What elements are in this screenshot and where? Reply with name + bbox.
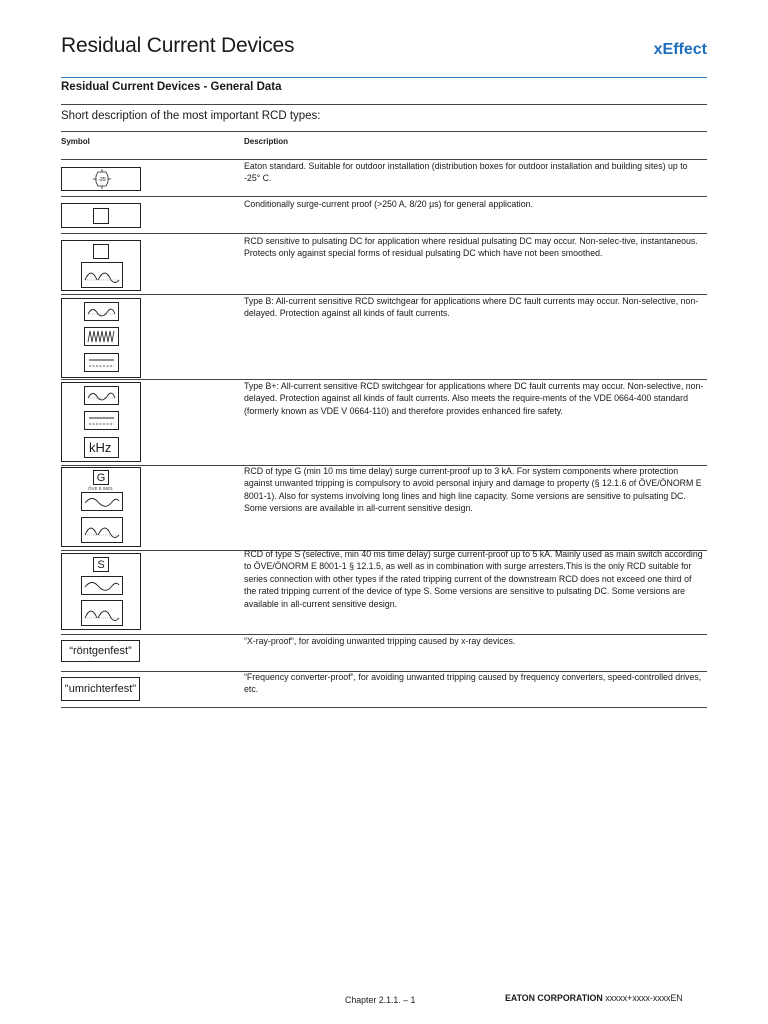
- footer-chapter: Chapter 2.1.1. – 1: [345, 995, 416, 1005]
- brand-logo: xEffect: [653, 41, 707, 58]
- row-description: RCD of type S (selective, min 40 ms time delay) surge current-proof up to 5 kA. Mainly used as main switch according to ÖVE/ÖNORM E 8001-1 § 12.1.5, as well as in combination with surge arresters.This is the only RCD suitable for series connection with other types if the rated tripping current of the downstream RCD does not exceed one third of the rated tripping current of the device of type S. Some versions are sensitive to pulsating DC. Some versions are available in all-current sensitive design.: [244, 549, 703, 609]
- column-header-description: Description: [244, 137, 289, 146]
- hf-wave-icon: [84, 327, 119, 346]
- minus25-symbol: [61, 167, 141, 191]
- row-description: Eaton standard. Suitable for outdoor installation (distribution boxes for outdoor installation and building sites) up to -25° C.: [244, 161, 688, 184]
- pulsating-wave-icon: [81, 262, 123, 288]
- pulsating-wave-icon: [81, 600, 123, 626]
- column-header-symbol: Symbol: [61, 137, 90, 146]
- khz-label: kHz: [89, 440, 112, 455]
- pulsating-wave-icon: [81, 517, 123, 543]
- pulsating-dc-symbol: [61, 240, 141, 291]
- square-icon: [93, 244, 109, 259]
- type-s-symbol: [61, 553, 141, 630]
- table-top-rule: [61, 131, 707, 132]
- table-bottom-rule: [61, 707, 707, 708]
- row-description: “X-ray-proof“, for avoiding unwanted tripping caused by x-ray devices.: [244, 636, 516, 646]
- type-g-symbol: [61, 467, 141, 547]
- ac-wave-icon: [84, 302, 119, 321]
- row-description: RCD sensitive to pulsating DC for application where residual pulsating DC may occur. Non-selec-tive, instantaneous. Protects only against special forms of residual pulsating DC which have not been smoothed.: [244, 236, 698, 259]
- section-title: Residual Current Devices - General Data: [61, 81, 282, 93]
- surge-proof-symbol: [61, 203, 141, 228]
- footer-code: xxxxx+xxxx-xxxxEN: [602, 993, 683, 1003]
- row-description: RCD of type G (min 10 ms time delay) surge current-proof up to 3 kA. For system components where protection against unwanted tripping is compulsory to avoid personal injury and damage to property (§ 12.1.6 of ÖVE/ÖNORM E 8001-1). Also for systems involving long lines and high line capacity. Some versions are sensitive to pulsating DC. Some versions are available in all-current sensitive design.: [244, 466, 702, 514]
- square-icon: [93, 208, 109, 224]
- ac-wave-icon: [81, 492, 123, 511]
- footer-corporation: [505, 993, 683, 1003]
- table-row: [61, 196, 707, 197]
- type-b-symbol: [61, 298, 141, 378]
- header-divider: [61, 77, 707, 78]
- intro-text: Short description of the most important RCD types:: [61, 110, 321, 122]
- row-description: Type B+: All-current sensitive RCD switchgear for applications where DC fault currents may occur. Non-selective, non-delayed. Protection against all kinds of fault currents. Also meets the require-ments of the VDE 0664-400 standard (formerly known as VDE V 0664-110) and therefore provides enhanced fire safety.: [244, 381, 704, 416]
- section-divider: [61, 104, 707, 105]
- ac-wave-icon: [84, 386, 119, 405]
- umrichterfest-symbol: "umrichterfest": [61, 677, 140, 701]
- type-b-plus-symbol: [61, 382, 141, 462]
- row-description: Conditionally surge-current proof (>250 A, 8/20 µs) for general application.: [244, 199, 533, 209]
- ove-label: ÖVE E 8601: [88, 486, 114, 491]
- dc-icon: [84, 353, 119, 372]
- s-box-icon: S: [93, 557, 109, 572]
- khz-icon: [84, 437, 119, 458]
- row-description: Type B: All-current sensitive RCD switchgear for applications where DC fault currents may occur. Non-selective, non-delayed. Protection against all kinds of fault currents.: [244, 296, 699, 319]
- page-title: Residual Current Devices: [61, 34, 295, 57]
- minus25-label: -25: [98, 177, 106, 183]
- dc-icon: [84, 411, 119, 430]
- rontgenfest-symbol: “röntgenfest”: [61, 640, 140, 662]
- row-description: “Frequency converter-proof“, for avoiding unwanted tripping caused by frequency converters, speed-controlled drives, etc.: [244, 672, 702, 695]
- table-row: [61, 233, 707, 234]
- footer-corp-name: EATON CORPORATION: [505, 993, 603, 1003]
- g-box-icon: G: [93, 470, 109, 485]
- ac-wave-icon: [81, 576, 123, 595]
